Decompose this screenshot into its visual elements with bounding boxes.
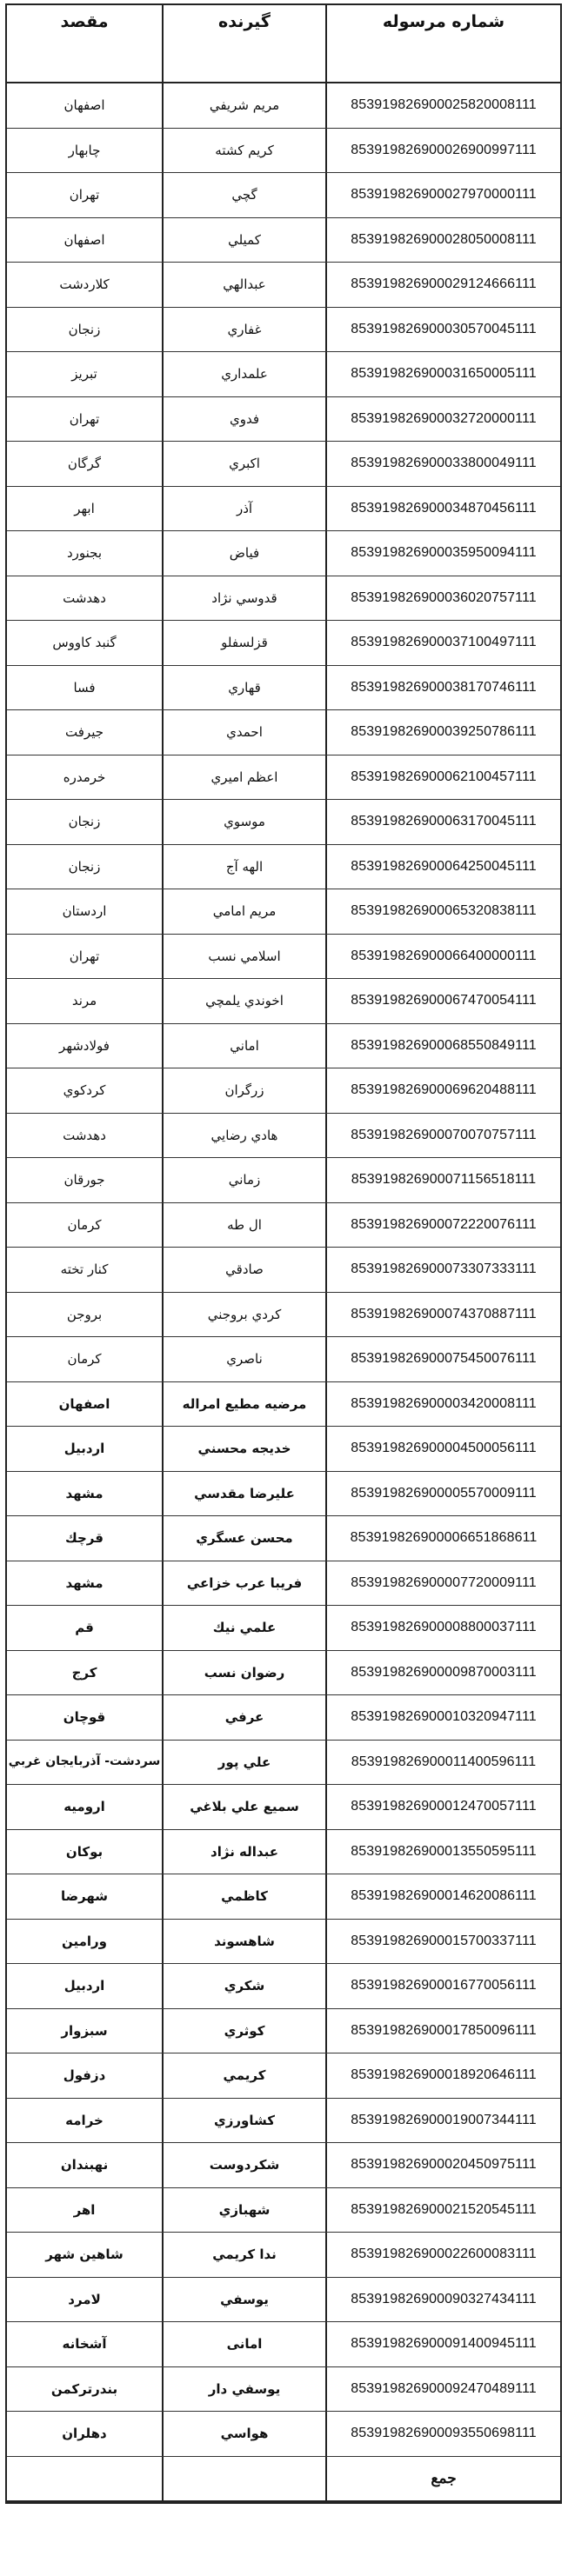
table-row [7,2278,560,2323]
destination-city: اروميه [63,1799,105,1815]
destination-city: گرگان [67,456,102,472]
shipment-number: 853919826900033800049111 [325,442,560,486]
recipient-name: كوثري [162,2009,325,2053]
header-number: شماره مرسوله [325,5,560,82]
destination-city: اصفهان [63,231,105,248]
shipment-number: 853919826900008800037111 [325,1606,560,1650]
table-row [7,755,560,801]
table-row [7,1024,560,1069]
shipment-number: 853919826900025820008111 [325,83,560,128]
recipient-name: صادقي [162,1248,325,1292]
shipment-number: 853919826900034870456111 [325,487,560,531]
header-destination: مقصد [60,12,109,31]
table-row [7,935,560,980]
table-row [7,2367,560,2413]
recipient-name: سميع علي بلاغي [162,1785,325,1829]
recipient-name: خديجه محسني [162,1427,325,1471]
destination-city: دهدشت [63,1127,106,1143]
recipient-name: قدوسي نژاد [162,576,325,621]
recipient-name: امانی [162,2322,325,2366]
destination-city: لامرد [68,2291,101,2307]
recipient-name: علمداري [162,352,325,396]
destination-city: بندرتركمن [50,2380,118,2397]
table-row [7,1874,560,1920]
total-destination-cell [7,2457,162,2501]
recipient-name: كشاورزي [162,2099,325,2143]
recipient-name: ندا كريمي [162,2233,325,2277]
shipment-number: 853919826900062100457111 [325,755,560,800]
destination-city: مرند [71,993,97,1009]
shipment-number: 853919826900090327434111 [325,2278,560,2322]
table-row [7,218,560,263]
table-row [7,710,560,755]
recipient-name: مريم شريفي [162,83,325,128]
shipment-number: 853919826900003420008111 [325,1382,560,1427]
shipment-number: 853919826900068550849111 [325,1024,560,1068]
recipient-name: قهاري [162,666,325,710]
table-row [7,800,560,845]
destination-city: خرامه [65,2112,104,2128]
table-row [7,1293,560,1338]
destination-city: مشهد [65,1485,104,1501]
destination-city: تهران [69,187,100,203]
recipient-name: عبدالهي [162,263,325,307]
recipient-name: كردي بروجني [162,1293,325,1337]
destination-city: مشهد [65,1574,104,1591]
recipient-name: اخوندي يلمچي [162,979,325,1023]
recipient-name: آذر [162,487,325,531]
destination-city: گنبد كاووس [52,635,117,651]
destination-city: سردشت- آذربايجان غربي [8,1754,161,1769]
shipment-number: 853919826900091400945111 [325,2322,560,2366]
shipment-number: 853919826900064250045111 [325,845,560,889]
shipment-number: 853919826900030570045111 [325,308,560,352]
destination-city: قم [75,1620,94,1636]
destination-city: اهر [73,2201,96,2218]
total-label: جمع [325,2457,560,2501]
table-row [7,1606,560,1651]
recipient-name: احمدي [162,710,325,755]
destination-city: فسا [73,679,96,696]
recipient-name: عبداله نژاد [162,1830,325,1874]
table-row [7,2053,560,2099]
table-row [7,352,560,397]
recipient-name: غفاري [162,308,325,352]
recipient-name: هواسي [162,2412,325,2456]
table-row [7,1248,560,1293]
recipient-name: فدوي [162,397,325,442]
recipient-name: شكري [162,1964,325,2008]
shipment-number: 853919826900027970000111 [325,173,560,217]
table-row [7,1830,560,1875]
shipment-number: 853919826900016770056111 [325,1964,560,2008]
recipient-name: گچي [162,173,325,217]
table-row [7,487,560,532]
shipment-number: 853919826900073307333111 [325,1248,560,1292]
destination-city: كرمان [67,1216,102,1233]
table-row [7,1427,560,1472]
destination-city: آشخانه [62,2336,107,2353]
shipment-number: 853919826900020450975111 [325,2143,560,2187]
shipment-number: 853919826900092470489111 [325,2367,560,2412]
table-row [7,397,560,443]
destination-city: اردبيل [63,1441,105,1457]
shipment-number: 853919826900017850096111 [325,2009,560,2053]
shipment-number: 853919826900011400596111 [325,1741,560,1785]
destination-city: قرچك [65,1530,104,1547]
table-row [7,2188,560,2233]
destination-city: نهبندان [60,2157,109,2173]
table-header [7,5,560,83]
destination-city: بجنورد [66,545,103,562]
table-row [7,308,560,353]
table-row [7,889,560,935]
destination-city: تهران [69,410,100,427]
table-row [7,1472,560,1517]
recipient-name: يوسفي دار [162,2367,325,2412]
table-row [7,845,560,890]
destination-city: ورامين [62,1933,108,1949]
destination-city: شاهين شهر [45,2247,124,2263]
table-row [7,2412,560,2457]
table-row [7,1516,560,1561]
shipment-number: 853919826900032720000111 [325,397,560,442]
shipment-number: 853919826900069620488111 [325,1068,560,1113]
table-row [7,2233,560,2278]
shipment-number: 853919826900013550595111 [325,1830,560,1874]
destination-city: شهرضا [60,1888,109,1905]
shipment-number: 853919826900009870003111 [325,1651,560,1695]
recipient-name: شاهسوند [162,1920,325,1964]
destination-city: كنار تخته [60,1261,109,1278]
recipient-name: رضوان نسب [162,1651,325,1695]
shipment-number: 853919826900093550698111 [325,2412,560,2456]
recipient-name: الهه آج [162,845,325,889]
shipment-number: 853919826900022600083111 [325,2233,560,2277]
destination-city: دهدشت [63,589,106,606]
destination-city: قوچان [63,1709,106,1726]
table-row [7,621,560,666]
recipient-name: ناصري [162,1337,325,1381]
destination-city: اصفهان [58,1395,110,1412]
shipment-number: 853919826900026900997111 [325,129,560,173]
destination-city: اصفهان [63,97,105,114]
shipment-number: 853919826900028050008111 [325,218,560,263]
destination-city: كرمان [67,1351,102,1368]
table-row [7,666,560,711]
shipment-number: 853919826900036020757111 [325,576,560,621]
destination-city: چابهار [68,142,101,158]
table-row [7,1114,560,1159]
recipient-name: اماني [162,1024,325,1068]
recipient-name: عرفي [162,1695,325,1740]
table-row [7,2322,560,2367]
shipment-number: 853919826900065320838111 [325,889,560,934]
recipient-name: اعظم اميري [162,755,325,800]
table-row [7,263,560,308]
table-row [7,1203,560,1248]
destination-city: جورقان [63,1172,105,1188]
shipment-table [5,3,562,2504]
shipment-number: 853919826900018920646111 [325,2053,560,2098]
table-body [7,83,560,2457]
shipment-number: 853919826900019007344111 [325,2099,560,2143]
destination-city: زنجان [68,858,101,875]
recipient-name: هادي رضايي [162,1114,325,1158]
shipment-number: 853919826900015700337111 [325,1920,560,1964]
recipient-name: مرضيه مطيع امراله [162,1382,325,1427]
recipient-name: عليرضا مقدسي [162,1472,325,1516]
table-row [7,2099,560,2144]
shipment-number: 853919826900063170045111 [325,800,560,844]
shipment-number: 853919826900010320947111 [325,1695,560,1740]
shipment-number: 853919826900072220076111 [325,1203,560,1248]
table-row [7,979,560,1024]
destination-city: اردستان [62,903,107,920]
shipment-number: 853919826900021520545111 [325,2188,560,2233]
table-row [7,1651,560,1696]
shipment-number: 853919826900031650005111 [325,352,560,396]
shipment-number: 853919826900014620086111 [325,1874,560,1919]
recipient-name: كاظمي [162,1874,325,1919]
table-row [7,442,560,487]
shipment-number: 853919826900070070757111 [325,1114,560,1158]
table-row [7,129,560,174]
destination-city: خرمدره [63,769,106,785]
recipient-name: شهبازي [162,2188,325,2233]
recipient-name: فياض [162,531,325,576]
table-row [7,1068,560,1114]
table-row [7,1158,560,1203]
destination-city: كردكوي [63,1082,106,1099]
recipient-name: زماني [162,1158,325,1202]
recipient-name: اكبري [162,442,325,486]
table-row [7,2143,560,2188]
shipment-number: 853919826900005570009111 [325,1472,560,1516]
destination-city: كرج [71,1664,97,1681]
shipment-number: 853919826900074370887111 [325,1293,560,1337]
destination-city: جيرفت [65,724,104,741]
table-row [7,1920,560,1965]
recipient-name: يوسفي [162,2278,325,2322]
recipient-name: كريم كشته [162,129,325,173]
table-row [7,576,560,622]
shipment-number: 853919826900012470057111 [325,1785,560,1829]
table-row [7,2009,560,2054]
destination-city: زنجان [68,321,101,337]
table-row [7,1785,560,1830]
recipient-name: اسلامي نسب [162,935,325,979]
destination-city: كلاردشت [59,276,110,293]
shipment-number: 853919826900004500056111 [325,1427,560,1471]
recipient-name: علي پور [162,1741,325,1785]
recipient-name: مريم امامي [162,889,325,934]
destination-city: اردبيل [63,1978,105,1994]
table-row [7,1695,560,1741]
table-row [7,83,560,129]
recipient-name: ال طه [162,1203,325,1248]
recipient-name: موسوي [162,800,325,844]
total-recipient-cell [162,2457,325,2501]
shipment-number: 853919826900006651868611 [325,1516,560,1561]
recipient-name: كميلي [162,218,325,263]
shipment-number: 853919826900067470054111 [325,979,560,1023]
shipment-number: 853919826900007720009111 [325,1561,560,1606]
recipient-name: علمي نيك [162,1606,325,1650]
destination-city: سبزوار [61,2022,108,2039]
destination-city: بروجن [66,1306,103,1322]
total-row [7,2457,560,2503]
shipment-number: 853919826900039250786111 [325,710,560,755]
shipment-number: 853919826900037100497111 [325,621,560,665]
table-row [7,1741,560,1786]
recipient-name: زرگران [162,1068,325,1113]
table-row [7,173,560,218]
recipient-name: شكردوست [162,2143,325,2187]
destination-city: تهران [69,948,100,964]
destination-city: تبريز [71,366,97,383]
header-recipient: گیرنده [162,5,325,82]
recipient-name: محسن عسگري [162,1516,325,1561]
table-row [7,1337,560,1382]
recipient-name: كريمي [162,2053,325,2098]
shipment-number: 853919826900029124666111 [325,263,560,307]
shipment-number: 853919826900035950094111 [325,531,560,576]
destination-city: ابهر [74,500,95,516]
shipment-number: 853919826900038170746111 [325,666,560,710]
table-row [7,531,560,576]
shipment-number: 853919826900071156518111 [325,1158,560,1202]
destination-city: بوكان [65,1843,104,1860]
recipient-name: فريبا عرب خزاعي [162,1561,325,1606]
recipient-name: قزلسفلو [162,621,325,665]
table-row [7,1561,560,1607]
destination-city: زنجان [68,814,101,830]
table-row [7,1964,560,2009]
destination-city: فولادشهر [59,1037,110,1054]
table-row [7,1382,560,1428]
destination-city: دهلران [62,2426,107,2442]
shipment-number: 853919826900075450076111 [325,1337,560,1381]
shipment-number: 853919826900066400000111 [325,935,560,979]
destination-city: دزفول [63,2067,106,2084]
